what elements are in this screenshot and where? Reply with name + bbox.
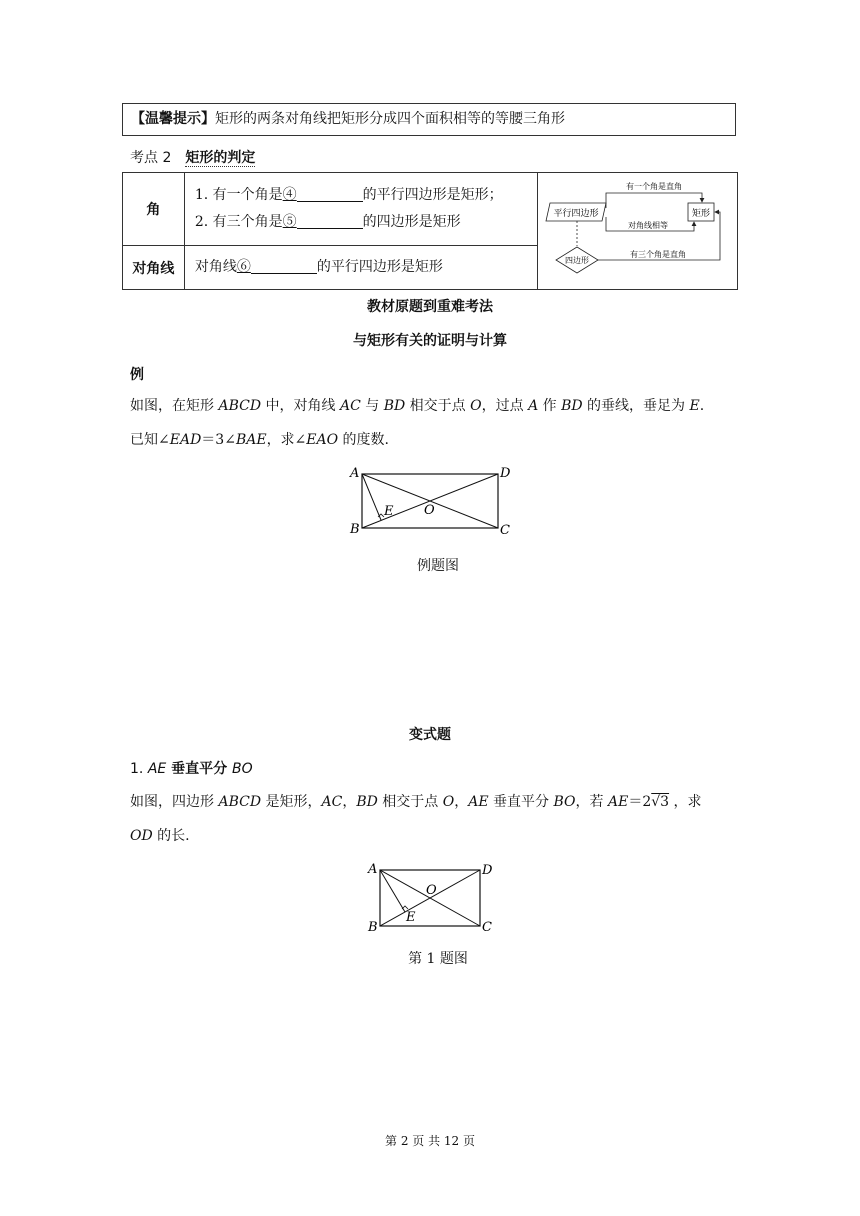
example-line-1: 如图，在矩形 ABCD 中，对角线 AC 与 BD 相交于点 O，过点 A 作 BD 的垂线，垂足为 E. — [130, 398, 705, 414]
page-footer: 第 2 页 共 12 页 — [385, 1134, 475, 1148]
variant-label-a: A — [368, 862, 378, 877]
flowchart-cell — [537, 173, 737, 290]
arrow-top-label: 有一个角是直角 — [625, 182, 682, 191]
variant-q1-line-1: 如图，四边形 ABCD 是矩形，AC，BD 相交于点 O，AE 垂直平分 BO，若 AE＝2√3 ，求 — [130, 794, 702, 810]
angle-item-2: 2. 有三个角是⑤ 的四边形是矩形 — [194, 214, 461, 231]
angle-header: 角 — [123, 173, 185, 246]
diagonal-cell — [184, 246, 537, 290]
rectangle-label: 矩形 — [691, 209, 710, 219]
sub-heading: 与矩形有关的证明与计算 — [353, 333, 507, 349]
variant-q1-title: 1. AE 垂直平分 BO — [130, 761, 253, 777]
blank-marker-5: ⑤ — [282, 214, 297, 231]
example-line-2: 已知∠EAD＝3∠BAE，求∠EAO 的度数. — [130, 432, 390, 448]
example-label-d: D — [500, 466, 511, 481]
main-heading: 教材原题到重难考法 — [367, 299, 493, 315]
variant-heading: 变式题 — [409, 727, 451, 743]
angle-cell — [184, 173, 537, 246]
variant-label-c: C — [482, 920, 492, 935]
example-label-a: A — [350, 466, 360, 481]
blank-marker-4: ④ — [282, 187, 297, 204]
example-caption: 例题图 — [417, 558, 459, 574]
variant-label-e: E — [406, 910, 416, 925]
tip-box — [122, 103, 736, 136]
example-label: 例 — [130, 367, 144, 383]
example-figure — [340, 462, 520, 542]
arrow-bottom-label: 有三个角是直角 — [629, 250, 686, 259]
variant-label-b: B — [368, 920, 378, 935]
section-heading — [130, 147, 255, 167]
variant-label-d: D — [482, 863, 493, 878]
tip-text: 矩形的两条对角线把矩形分成四个面积相等的等腰三角形 — [215, 111, 565, 127]
example-label-o: O — [424, 503, 435, 518]
arrow-middle-label: 对角线相等 — [627, 221, 668, 230]
variant-label-o: O — [426, 883, 437, 898]
diagonal-header: 对角线 — [123, 246, 185, 290]
example-label-b: B — [350, 522, 360, 537]
variant-q1-line-2: OD 的长. — [130, 828, 190, 844]
answer-blank-5[interactable] — [297, 212, 363, 229]
blank-marker-6: ⑥ — [236, 259, 251, 276]
section-title: 矩形的判定 — [185, 150, 256, 166]
answer-blank-6[interactable] — [251, 257, 317, 274]
flowchart-diagram — [538, 173, 737, 285]
example-label-c: C — [500, 523, 510, 538]
answer-blank-4[interactable] — [297, 185, 363, 202]
diagonal-item: 对角线⑥ 的平行四边形是矩形 — [194, 259, 443, 276]
section-number: 考点 2 — [130, 150, 172, 166]
example-label-e: E — [384, 504, 394, 519]
variant-figure — [362, 856, 502, 936]
quadrilateral-label: 四边形 — [564, 256, 589, 265]
angle-item-1: 1. 有一个角是④ 的平行四边形是矩形； — [194, 187, 503, 204]
parallelogram-label: 平行四边形 — [553, 209, 599, 219]
variant-perpendicular-ae — [380, 870, 405, 912]
variant-caption: 第 1 题图 — [408, 951, 468, 967]
tip-label: 【温馨提示】 — [131, 111, 215, 127]
criteria-table — [122, 172, 738, 290]
